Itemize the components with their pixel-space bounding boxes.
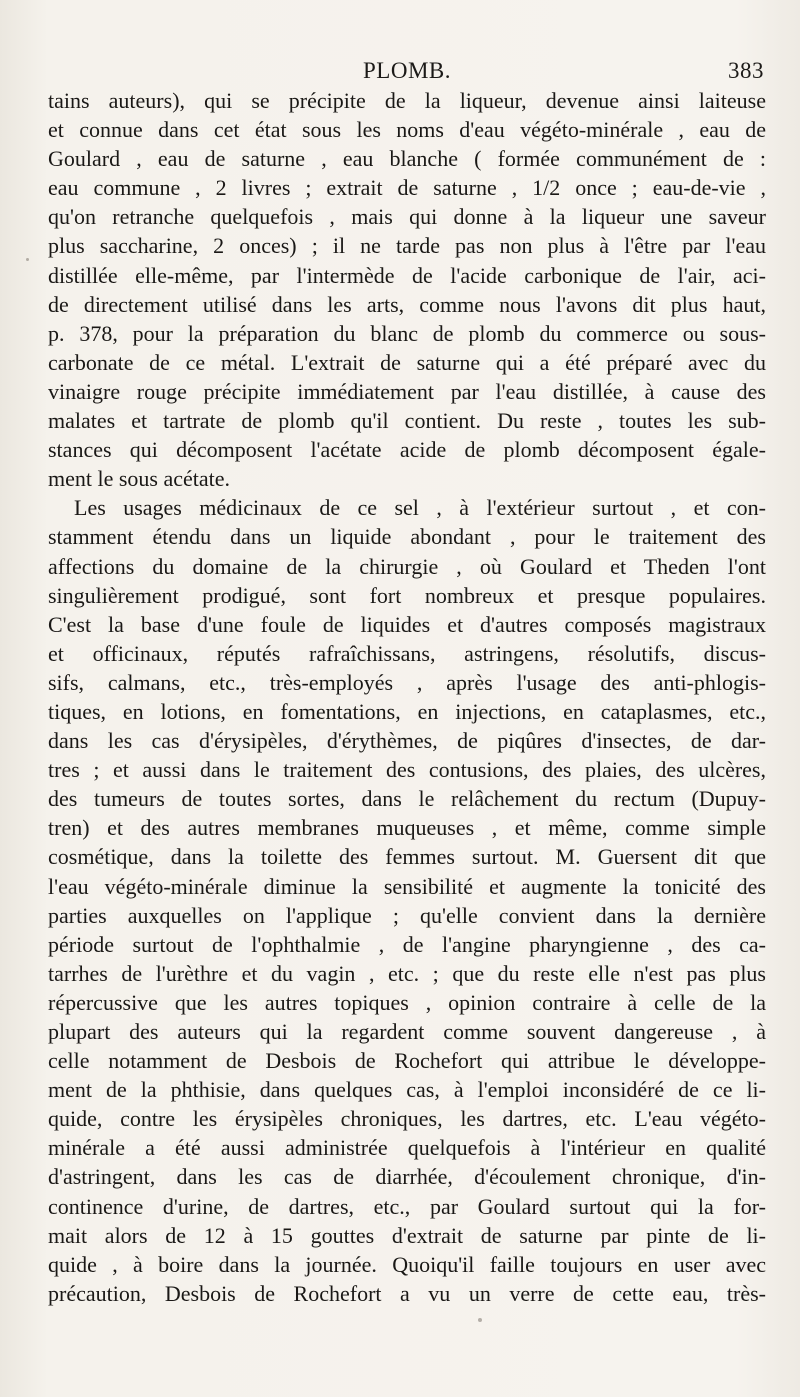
text-line: celle notamment de Desbois de Rochefort qui attribue le développe-	[48, 1048, 766, 1074]
text-line: de directement utilisé dans les arts, comme nous l'avons dit plus haut,	[48, 291, 766, 317]
text-line: quide , à boire dans la journée. Quoiqu'il faille toujours en user avec	[48, 1251, 766, 1277]
text-line: dans les cas d'érysipèles, d'érythèmes, de piqûres d'insectes, de dar-	[48, 728, 766, 754]
text-line: vinaigre rouge précipite immédiatement par l'eau distillée, à cause des	[48, 378, 766, 404]
text-line: plupart des auteurs qui la regardent comme souvent dangereuse , à	[48, 1019, 766, 1044]
text-line: Les usages médicinaux de ce sel , à l'extérieur surtout , et con-	[74, 495, 766, 521]
text-line: singulièrement prodigué, sont fort nombreux et presque populaires.	[48, 582, 766, 608]
text-line: qu'on retranche quelquefois , mais qui donne à la liqueur une saveur	[48, 204, 766, 230]
text-line: plus saccharine, 2 onces) ; il ne tarde pas non plus à l'être par l'eau	[48, 233, 766, 259]
paragraph-2	[48, 493, 766, 1308]
text-line: p. 378, pour la préparation du blanc de plomb du commerce ou sous-	[48, 320, 766, 346]
text-line: stances qui décomposent l'acétate acide de plomb décomposent égale-	[48, 437, 766, 463]
text-line: tiques, en lotions, en fomentations, en injections, en cataplasmes, etc.,	[48, 698, 766, 724]
paragraph-1	[48, 86, 766, 493]
text-line: tren) et des autres membranes muqueuses , et même, comme simple	[48, 815, 766, 841]
text-line: période surtout de l'ophthalmie , de l'angine pharyngienne , des ca-	[48, 931, 766, 957]
text-line: stamment étendu dans un liquide abondant , pour le traitement des	[48, 524, 766, 550]
text-line: tains auteurs), qui se précipite de la liqueur, devenue ainsi laiteuse	[48, 88, 766, 113]
text-line: malates et tartrate de plomb qu'il contient. Du reste , toutes les sub-	[48, 408, 766, 434]
text-line: l'eau végéto-minérale diminue la sensibilité et augmente la tonicité des	[48, 873, 766, 899]
text-line: continence d'urine, de dartres, etc., par Goulard surtout qui la for-	[48, 1193, 766, 1219]
text-line: précaution, Desbois de Rochefort a vu un verre de cette eau, très-	[48, 1280, 766, 1306]
text-line: C'est la base d'une foule de liquides et d'autres composés magistraux	[48, 611, 766, 637]
running-head	[48, 58, 766, 86]
text-line: sifs, calmans, etc., très-employés , après l'usage des anti-phlogis-	[48, 669, 766, 695]
text-line: quide, contre les érysipèles chroniques, les dartres, etc. L'eau végéto-	[48, 1106, 766, 1132]
text-line: carbonate de ce métal. L'extrait de saturne qui a été préparé avec du	[48, 349, 766, 375]
running-title: PLOMB.	[363, 58, 451, 83]
text-line: distillée elle-même, par l'intermède de l'acide carbonique de l'air, aci-	[48, 262, 766, 288]
text-line: des tumeurs de toutes sortes, dans le relâchement du rectum (Dupuy-	[48, 786, 766, 812]
text-line: parties auxquelles on l'applique ; qu'elle convient dans la dernière	[48, 902, 766, 928]
text-line: cosmétique, dans la toilette des femmes surtout. M. Guersent dit que	[48, 844, 766, 870]
page-number: 383	[728, 58, 764, 83]
text-line: ment de la phthisie, dans quelques cas, à l'emploi inconsidéré de ce li-	[48, 1077, 766, 1103]
text-line: mait alors de 12 à 15 gouttes d'extrait de saturne par pinte de li-	[48, 1222, 766, 1248]
text-line: et connue dans cet état sous les noms d'eau végéto-minérale , eau de	[48, 117, 766, 143]
text-line: tres ; et aussi dans le traitement des contusions, des plaies, des ulcères,	[48, 757, 766, 783]
text-line: d'astringent, dans les cas de diarrhée, d'écoulement chronique, d'in-	[48, 1164, 766, 1190]
text-line: ment le sous acétate.	[48, 466, 231, 492]
text-line: Goulard , eau de saturne , eau blanche ( formée communément de :	[48, 146, 766, 172]
text-line: affections du domaine de la chirurgie , où Goulard et Theden l'ont	[48, 553, 766, 579]
ink-speck	[26, 258, 29, 261]
text-line: répercussive que les autres topiques , opinion contraire à celle de la	[48, 989, 766, 1015]
ink-speck	[478, 1318, 482, 1322]
text-line: et officinaux, réputés rafraîchissans, astringens, résolutifs, discus-	[48, 640, 766, 666]
text-line: tarrhes de l'urèthre et du vagin , etc. ; que du reste elle n'est pas plus	[48, 960, 766, 986]
text-line: minérale a été aussi administrée quelquefois à l'intérieur en qualité	[48, 1135, 766, 1161]
text-line: eau commune , 2 livres ; extrait de saturne , 1/2 once ; eau-de-vie ,	[48, 175, 766, 201]
body-text	[48, 86, 766, 1308]
